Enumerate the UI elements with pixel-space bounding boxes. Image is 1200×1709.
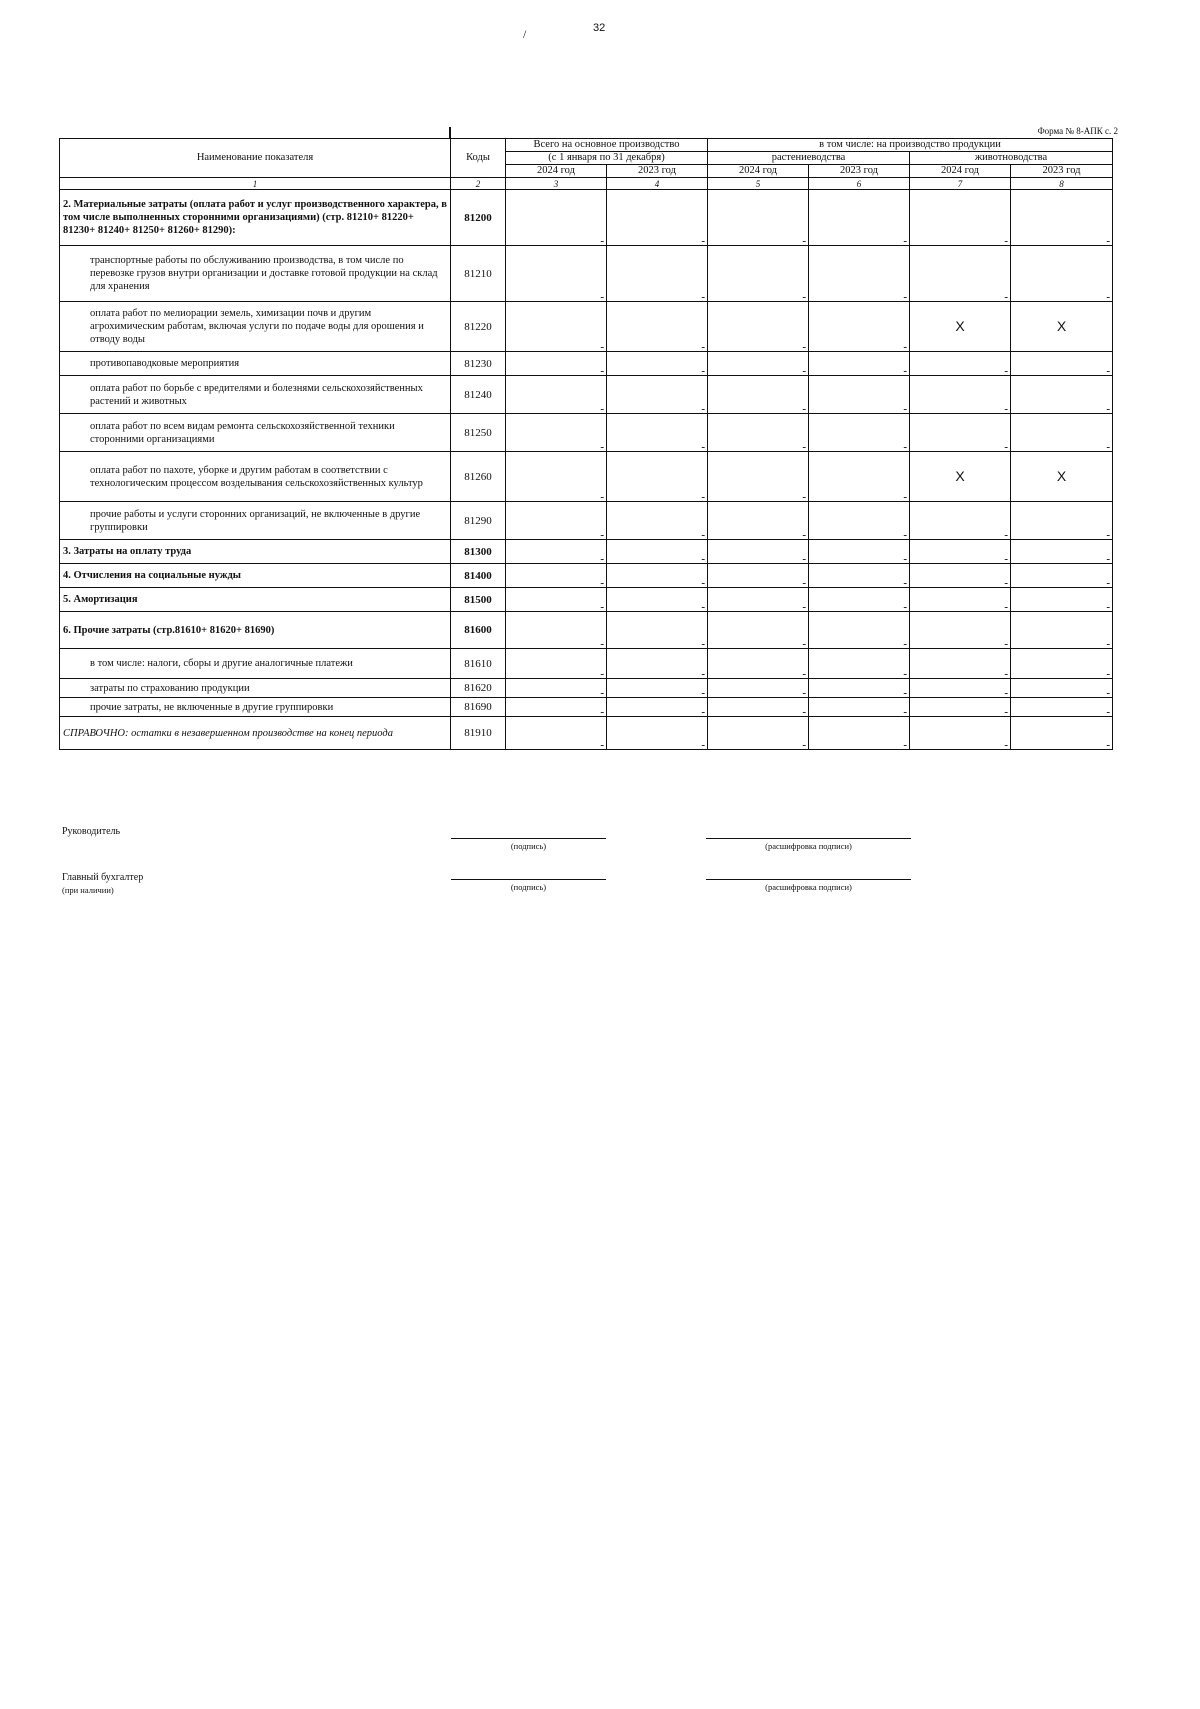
value-cell[interactable] (506, 502, 607, 540)
value-cell[interactable] (809, 540, 910, 564)
indicator-code: 81220 (451, 302, 506, 352)
value-cell[interactable] (910, 376, 1011, 414)
empty-value-dash: - (903, 365, 908, 377)
value-cell[interactable] (708, 246, 809, 302)
value-cell[interactable] (1011, 352, 1113, 376)
empty-value-dash: - (903, 668, 908, 680)
accountant-note: (при наличии) (62, 885, 114, 895)
empty-value-dash: - (1004, 577, 1009, 589)
empty-value-dash: - (1004, 553, 1009, 565)
accountant-decode-line (706, 879, 911, 892)
header-code: Коды (451, 139, 506, 178)
table-row (60, 452, 1113, 502)
empty-value-dash: - (600, 687, 604, 699)
empty-value-dash: - (1106, 403, 1111, 415)
indicator-name: оплата работ по пахоте, уборке и другим работам в соответствии с технологическим процессом возделывания сельскохозяйственных культур (60, 452, 451, 502)
empty-value-dash: - (903, 687, 908, 699)
value-cell[interactable] (910, 698, 1011, 717)
empty-value-dash: - (600, 577, 604, 589)
header-year-2023-crop: 2023 год (809, 165, 910, 178)
empty-value-dash: - (802, 668, 807, 680)
value-cell[interactable] (506, 190, 607, 246)
value-cell[interactable] (910, 649, 1011, 679)
header-year-2024-livestock: 2024 год (910, 165, 1011, 178)
empty-value-dash: - (701, 529, 706, 541)
indicator-code: 81200 (451, 190, 506, 246)
value-cell[interactable] (910, 588, 1011, 612)
value-cell[interactable] (809, 588, 910, 612)
empty-value-dash: - (1004, 638, 1009, 650)
empty-value-dash: - (1106, 739, 1111, 751)
value-cell[interactable] (1011, 246, 1113, 302)
header-year-2023-total: 2023 год (607, 165, 708, 178)
indicator-name: транспортные работы по обслуживанию производства, в том числе по перевозке грузов внутри организации и доставке готовой продукции на склад для хранения (60, 246, 451, 302)
empty-value-dash: - (1004, 739, 1009, 751)
signature-caption: (подпись) (510, 882, 547, 892)
value-cell[interactable] (607, 649, 708, 679)
value-cell[interactable] (1011, 452, 1113, 502)
indicator-code: 81690 (451, 698, 506, 717)
indicator-code: 81290 (451, 502, 506, 540)
value-cell[interactable] (809, 376, 910, 414)
value-cell[interactable] (506, 246, 607, 302)
signatures-block (62, 826, 1112, 918)
value-cell[interactable] (809, 352, 910, 376)
empty-value-dash: - (701, 403, 706, 415)
empty-value-dash: - (701, 365, 706, 377)
column-number: 7 (910, 178, 1011, 190)
value-cell[interactable] (607, 190, 708, 246)
empty-value-dash: - (701, 601, 706, 613)
value-cell[interactable] (708, 717, 809, 750)
empty-value-dash: - (600, 553, 604, 565)
header-name: Наименование показателя (60, 139, 451, 178)
value-cell[interactable] (1011, 190, 1113, 246)
empty-value-dash: - (802, 291, 807, 303)
empty-value-dash: - (1004, 706, 1009, 718)
value-cell[interactable] (607, 612, 708, 649)
value-cell[interactable] (607, 679, 708, 698)
header-year-2023-livestock: 2023 год (1011, 165, 1113, 178)
table-row (60, 352, 1113, 376)
empty-value-dash: - (802, 739, 807, 751)
empty-value-dash: - (1106, 577, 1111, 589)
value-cell[interactable] (809, 246, 910, 302)
empty-value-dash: - (1004, 441, 1009, 453)
value-cell[interactable] (708, 564, 809, 588)
indicator-code: 81600 (451, 612, 506, 649)
value-cell[interactable] (506, 302, 607, 352)
table-row (60, 414, 1113, 452)
empty-value-dash: - (802, 577, 807, 589)
value-cell[interactable] (910, 717, 1011, 750)
table-row (60, 302, 1113, 352)
indicator-code: 81240 (451, 376, 506, 414)
value-cell[interactable] (708, 376, 809, 414)
indicator-name: прочие затраты, не включенные в другие группировки (60, 698, 451, 717)
empty-value-dash: - (1004, 235, 1009, 247)
empty-value-dash: - (802, 638, 807, 650)
empty-value-dash: - (1106, 291, 1111, 303)
value-cell[interactable] (708, 588, 809, 612)
empty-value-dash: - (600, 441, 604, 453)
empty-value-dash: - (1004, 668, 1009, 680)
value-cell[interactable] (910, 540, 1011, 564)
value-cell[interactable] (910, 502, 1011, 540)
table-row (60, 564, 1113, 588)
indicator-code: 81400 (451, 564, 506, 588)
value-cell[interactable] (1011, 414, 1113, 452)
empty-value-dash: - (802, 601, 807, 613)
column-number: 5 (708, 178, 809, 190)
empty-value-dash: - (903, 577, 908, 589)
empty-value-dash: - (802, 441, 807, 453)
header-total-line1: Всего на основное производство (506, 139, 708, 152)
column-number: 8 (1011, 178, 1113, 190)
value-cell[interactable] (910, 564, 1011, 588)
not-applicable-mark: X (1056, 468, 1067, 484)
empty-value-dash: - (1106, 441, 1111, 453)
value-cell[interactable] (708, 414, 809, 452)
empty-value-dash: - (1004, 529, 1009, 541)
header-year-2024-total: 2024 год (506, 165, 607, 178)
value-cell[interactable] (809, 564, 910, 588)
indicator-code: 81300 (451, 540, 506, 564)
value-cell[interactable] (708, 302, 809, 352)
empty-value-dash: - (701, 577, 706, 589)
empty-value-dash: - (903, 553, 908, 565)
value-cell[interactable] (809, 452, 910, 502)
header-total-line2: (с 1 января по 31 декабря) (506, 152, 708, 165)
value-cell[interactable] (607, 376, 708, 414)
cost-report-table (59, 138, 1113, 750)
empty-value-dash: - (903, 491, 908, 503)
header-crop: растениеводства (708, 152, 910, 165)
table-row (60, 588, 1113, 612)
value-cell[interactable] (506, 588, 607, 612)
not-applicable-mark: X (1056, 318, 1067, 334)
value-cell[interactable] (809, 612, 910, 649)
indicator-code: 81230 (451, 352, 506, 376)
column-number: 4 (607, 178, 708, 190)
signature-caption: (подпись) (510, 841, 547, 851)
value-cell[interactable] (910, 190, 1011, 246)
indicator-name: СПРАВОЧНО: остатки в незавершенном производстве на конец периода (60, 717, 451, 750)
empty-value-dash: - (600, 638, 604, 650)
empty-value-dash: - (701, 291, 706, 303)
accountant-signature-line (451, 879, 606, 892)
empty-value-dash: - (903, 291, 908, 303)
empty-value-dash: - (903, 441, 908, 453)
indicator-name: оплата работ по борьбе с вредителями и болезнями сельскохозяйственных растений и животных (60, 376, 451, 414)
form-reference: Форма № 8-АПК с. 2 (1037, 126, 1118, 136)
column-number: 1 (60, 178, 451, 190)
indicator-name: 2. Материальные затраты (оплата работ и услуг производственного характера, в том числе выполненных сторонними организациями) (стр. 81210+ 81220+ 81230+ 81240+ 81250+ 81260+ 81290): (60, 190, 451, 246)
value-cell[interactable] (1011, 588, 1113, 612)
table-row (60, 190, 1113, 246)
value-cell[interactable] (607, 564, 708, 588)
indicator-code: 81210 (451, 246, 506, 302)
empty-value-dash: - (600, 235, 604, 247)
column-numbers-row (60, 178, 1113, 190)
value-cell[interactable] (506, 376, 607, 414)
empty-value-dash: - (701, 706, 706, 718)
decode-caption: (расшифровка подписи) (765, 882, 852, 892)
value-cell[interactable] (708, 452, 809, 502)
empty-value-dash: - (802, 341, 807, 353)
value-cell[interactable] (809, 302, 910, 352)
value-cell[interactable] (607, 588, 708, 612)
empty-value-dash: - (1004, 403, 1009, 415)
empty-value-dash: - (1106, 638, 1111, 650)
value-cell[interactable] (1011, 376, 1113, 414)
empty-value-dash: - (600, 668, 604, 680)
column-number: 6 (809, 178, 910, 190)
column-number: 3 (506, 178, 607, 190)
empty-value-dash: - (802, 403, 807, 415)
value-cell[interactable] (607, 302, 708, 352)
value-cell[interactable] (1011, 649, 1113, 679)
value-cell[interactable] (506, 452, 607, 502)
value-cell[interactable] (506, 698, 607, 717)
value-cell[interactable] (607, 452, 708, 502)
value-cell[interactable] (1011, 502, 1113, 540)
empty-value-dash: - (701, 739, 706, 751)
value-cell[interactable] (708, 698, 809, 717)
accountant-label-block (62, 872, 143, 897)
indicator-name: 4. Отчисления на социальные нужды (60, 564, 451, 588)
value-cell[interactable] (708, 190, 809, 246)
indicator-code: 81500 (451, 588, 506, 612)
empty-value-dash: - (1004, 601, 1009, 613)
director-decode-line (706, 838, 911, 851)
indicator-name: 5. Амортизация (60, 588, 451, 612)
table-row (60, 376, 1113, 414)
empty-value-dash: - (1106, 668, 1111, 680)
value-cell[interactable] (1011, 612, 1113, 649)
empty-value-dash: - (903, 739, 908, 751)
value-cell[interactable] (506, 564, 607, 588)
empty-value-dash: - (600, 491, 604, 503)
empty-value-dash: - (701, 668, 706, 680)
indicator-code: 81260 (451, 452, 506, 502)
indicator-name: прочие работы и услуги сторонних организаций, не включенные в другие группировки (60, 502, 451, 540)
table-row (60, 679, 1113, 698)
value-cell[interactable] (708, 502, 809, 540)
value-cell[interactable] (1011, 540, 1113, 564)
column-number: 2 (451, 178, 506, 190)
value-cell[interactable] (910, 246, 1011, 302)
empty-value-dash: - (1004, 687, 1009, 699)
indicator-name: затраты по страхованию продукции (60, 679, 451, 698)
table-row (60, 649, 1113, 679)
indicator-code: 81250 (451, 414, 506, 452)
value-cell[interactable] (506, 352, 607, 376)
value-cell[interactable] (607, 246, 708, 302)
empty-value-dash: - (802, 687, 807, 699)
empty-value-dash: - (600, 601, 604, 613)
empty-value-dash: - (701, 491, 706, 503)
empty-value-dash: - (701, 687, 706, 699)
empty-value-dash: - (1004, 291, 1009, 303)
value-cell[interactable] (910, 612, 1011, 649)
empty-value-dash: - (903, 638, 908, 650)
value-cell[interactable] (910, 302, 1011, 352)
empty-value-dash: - (1106, 553, 1111, 565)
value-cell[interactable] (1011, 302, 1113, 352)
empty-value-dash: - (1106, 365, 1111, 377)
indicator-code: 81620 (451, 679, 506, 698)
empty-value-dash: - (600, 529, 604, 541)
value-cell[interactable] (809, 717, 910, 750)
value-cell[interactable] (1011, 698, 1113, 717)
table-row (60, 698, 1113, 717)
not-applicable-mark: X (955, 318, 965, 334)
empty-value-dash: - (1106, 601, 1111, 613)
indicator-code: 81610 (451, 649, 506, 679)
header-year-2024-crop: 2024 год (708, 165, 809, 178)
header-including: в том числе: на производство продукции (708, 139, 1113, 152)
empty-value-dash: - (802, 553, 807, 565)
empty-value-dash: - (600, 291, 604, 303)
value-cell[interactable] (809, 698, 910, 717)
empty-value-dash: - (1106, 687, 1111, 699)
value-cell[interactable] (910, 452, 1011, 502)
decode-caption: (расшифровка подписи) (765, 841, 852, 851)
value-cell[interactable] (708, 352, 809, 376)
table-row (60, 502, 1113, 540)
empty-value-dash: - (701, 441, 706, 453)
value-cell[interactable] (607, 717, 708, 750)
empty-value-dash: - (1106, 235, 1111, 247)
value-cell[interactable] (1011, 717, 1113, 750)
value-cell[interactable] (506, 649, 607, 679)
empty-value-dash: - (802, 235, 807, 247)
director-signature-line (451, 838, 606, 851)
table-row (60, 540, 1113, 564)
value-cell[interactable] (809, 649, 910, 679)
indicator-name: 3. Затраты на оплату труда (60, 540, 451, 564)
value-cell[interactable] (506, 717, 607, 750)
empty-value-dash: - (802, 491, 807, 503)
accountant-label: Главный бухгалтер (62, 872, 144, 883)
indicator-code: 81910 (451, 717, 506, 750)
value-cell[interactable] (506, 414, 607, 452)
empty-value-dash: - (903, 706, 908, 718)
empty-value-dash: - (802, 706, 807, 718)
director-label: Руководитель (62, 826, 121, 837)
value-cell[interactable] (1011, 679, 1113, 698)
value-cell[interactable] (708, 679, 809, 698)
value-cell[interactable] (1011, 564, 1113, 588)
empty-value-dash: - (1106, 706, 1111, 718)
empty-value-dash: - (701, 553, 706, 565)
empty-value-dash: - (903, 235, 908, 247)
empty-value-dash: - (701, 638, 706, 650)
empty-value-dash: - (1004, 365, 1009, 377)
empty-value-dash: - (903, 341, 908, 353)
value-cell[interactable] (607, 414, 708, 452)
director-signature-row (62, 826, 1112, 872)
accountant-signature-row (62, 872, 1112, 918)
value-cell[interactable] (506, 679, 607, 698)
indicator-name: оплата работ по мелиорации земель, химизации почв и другим агрохимическим работам, включая услуги по подаче воды для орошения и отводу воды (60, 302, 451, 352)
empty-value-dash: - (600, 706, 604, 718)
value-cell[interactable] (809, 679, 910, 698)
empty-value-dash: - (600, 403, 604, 415)
value-cell[interactable] (809, 190, 910, 246)
table-row (60, 246, 1113, 302)
value-cell[interactable] (506, 540, 607, 564)
empty-value-dash: - (903, 529, 908, 541)
value-cell[interactable] (607, 352, 708, 376)
empty-value-dash: - (600, 341, 604, 353)
header-livestock: животноводства (910, 152, 1113, 165)
indicator-name: в том числе: налоги, сборы и другие аналогичные платежи (60, 649, 451, 679)
value-cell[interactable] (809, 502, 910, 540)
table-row (60, 612, 1113, 649)
value-cell[interactable] (506, 612, 607, 649)
indicator-name: 6. Прочие затраты (стр.81610+ 81620+ 81690) (60, 612, 451, 649)
value-cell[interactable] (708, 540, 809, 564)
empty-value-dash: - (600, 739, 604, 751)
value-cell[interactable] (910, 414, 1011, 452)
empty-value-dash: - (1106, 529, 1111, 541)
value-cell[interactable] (607, 540, 708, 564)
page-number: 32 (593, 22, 606, 34)
value-cell[interactable] (708, 649, 809, 679)
table-row (60, 717, 1113, 750)
indicator-name: противопаводковые мероприятия (60, 352, 451, 376)
empty-value-dash: - (802, 365, 807, 377)
empty-value-dash: - (600, 365, 604, 377)
not-applicable-mark: X (955, 468, 965, 484)
indicator-name: оплата работ по всем видам ремонта сельскохозяйственной техники сторонними организациями (60, 414, 451, 452)
value-cell[interactable] (607, 698, 708, 717)
empty-value-dash: - (701, 235, 706, 247)
value-cell[interactable] (809, 414, 910, 452)
empty-value-dash: - (802, 529, 807, 541)
value-cell[interactable] (708, 612, 809, 649)
value-cell[interactable] (910, 679, 1011, 698)
value-cell[interactable] (910, 352, 1011, 376)
empty-value-dash: - (701, 341, 706, 353)
stray-mark: / (523, 27, 527, 41)
value-cell[interactable] (607, 502, 708, 540)
empty-value-dash: - (903, 403, 908, 415)
empty-value-dash: - (903, 601, 908, 613)
